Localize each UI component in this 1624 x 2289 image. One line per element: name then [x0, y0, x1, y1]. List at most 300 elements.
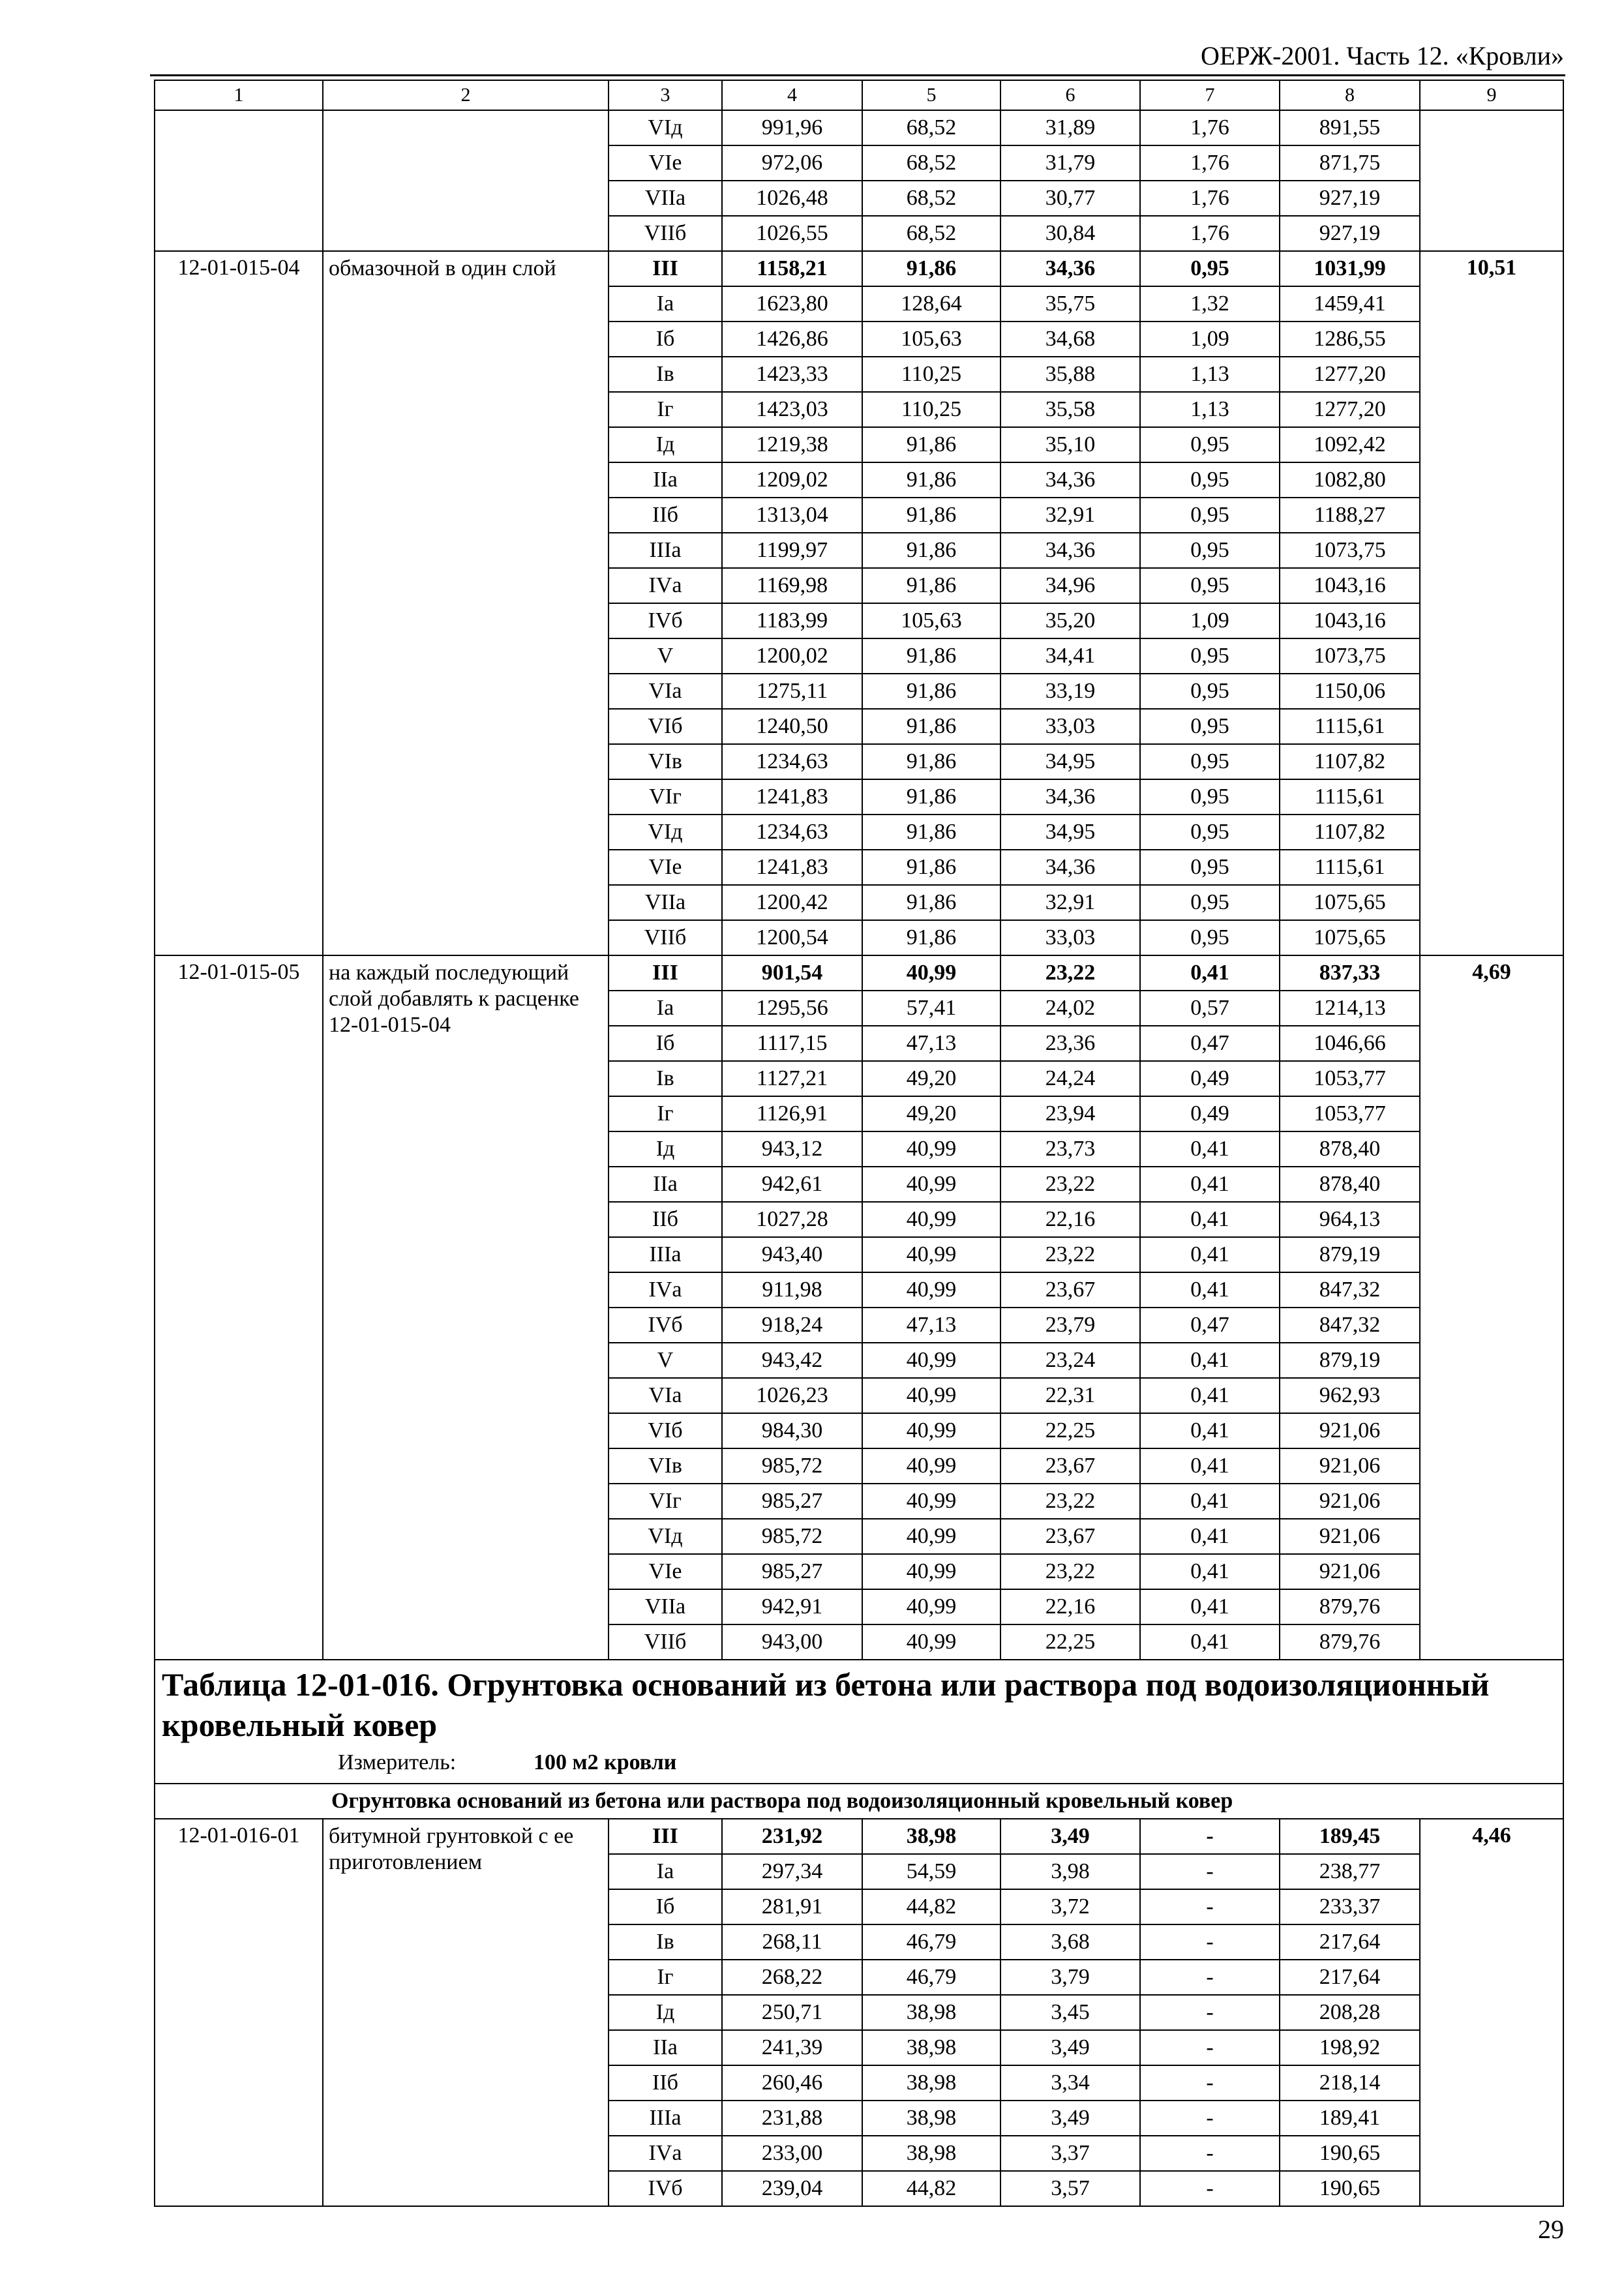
value-cell: 1127,21	[722, 1061, 862, 1096]
value-cell: 921,06	[1280, 1413, 1420, 1448]
value-cell: 1,76	[1140, 181, 1280, 216]
value-cell: 22,16	[1000, 1202, 1140, 1237]
measure-value: 100 м2 кровли	[534, 1750, 677, 1774]
value-cell: 942,91	[722, 1589, 862, 1624]
value-cell: 1031,99	[1280, 251, 1420, 286]
value-cell: 40,99	[862, 1131, 1000, 1167]
value-cell: 0,57	[1140, 991, 1280, 1026]
value-cell: 943,42	[722, 1343, 862, 1378]
region-cell: Iг	[609, 1096, 722, 1131]
value-cell: 1073,75	[1280, 638, 1420, 674]
rate-description: на каждый последующий слой добавлять к расценке 12-01-015-04	[323, 955, 609, 1660]
value-cell: 1277,20	[1280, 392, 1420, 427]
value-cell: 1126,91	[722, 1096, 862, 1131]
value-cell: 0,41	[1140, 1202, 1280, 1237]
value-cell: 231,88	[722, 2101, 862, 2136]
column-number: 7	[1140, 80, 1280, 110]
value-cell: 0,41	[1140, 1448, 1280, 1484]
value-cell: 239,04	[722, 2171, 862, 2206]
region-cell: IVб	[609, 2171, 722, 2206]
value-cell: 40,99	[862, 1448, 1000, 1484]
value-cell: 943,12	[722, 1131, 862, 1167]
value-cell: 110,25	[862, 392, 1000, 427]
column-number: 4	[722, 80, 862, 110]
page-number: 29	[1538, 2215, 1564, 2244]
value-cell: 218,14	[1280, 2065, 1420, 2101]
value-cell: 0,49	[1140, 1096, 1280, 1131]
value-cell: 23,36	[1000, 1026, 1140, 1061]
value-cell: 30,77	[1000, 181, 1140, 216]
value-cell: 40,99	[862, 1378, 1000, 1413]
value-cell: 23,24	[1000, 1343, 1140, 1378]
value-cell: 1,76	[1140, 145, 1280, 181]
value-cell: 128,64	[862, 286, 1000, 322]
value-cell: 40,99	[862, 1167, 1000, 1202]
value-cell: 1240,50	[722, 709, 862, 744]
value-cell: 3,68	[1000, 1924, 1140, 1960]
region-cell: Iг	[609, 1960, 722, 1995]
value-cell: 0,95	[1140, 850, 1280, 885]
region-cell: VIе	[609, 145, 722, 181]
value-cell: 35,10	[1000, 427, 1140, 462]
column-number: 9	[1420, 80, 1563, 110]
value-cell: 91,86	[862, 674, 1000, 709]
value-cell: 964,13	[1280, 1202, 1420, 1237]
value-cell: 33,19	[1000, 674, 1140, 709]
value-cell: 49,20	[862, 1096, 1000, 1131]
value-cell: 1459,41	[1280, 286, 1420, 322]
value-cell: 1150,06	[1280, 674, 1420, 709]
value-cell: 91,86	[862, 568, 1000, 603]
region-cell: IIб	[609, 498, 722, 533]
value-cell: 91,86	[862, 251, 1000, 286]
value-cell: 34,36	[1000, 779, 1140, 815]
value-cell: 891,55	[1280, 110, 1420, 145]
value-cell: 0,47	[1140, 1308, 1280, 1343]
value-cell: 38,98	[862, 1819, 1000, 1854]
value-cell: 35,20	[1000, 603, 1140, 638]
value-cell: 985,72	[722, 1519, 862, 1554]
value-cell: 1115,61	[1280, 850, 1420, 885]
value-cell: 241,39	[722, 2030, 862, 2065]
value-cell: 198,92	[1280, 2030, 1420, 2065]
column-number-row	[155, 80, 1563, 110]
value-cell: 1117,15	[722, 1026, 862, 1061]
region-cell: VIг	[609, 779, 722, 815]
value-cell: 34,95	[1000, 815, 1140, 850]
region-cell: VIIа	[609, 181, 722, 216]
value-cell: 40,99	[862, 1589, 1000, 1624]
value-cell: 879,19	[1280, 1343, 1420, 1378]
value-cell: 1075,65	[1280, 885, 1420, 920]
value-cell: 0,49	[1140, 1061, 1280, 1096]
region-cell: III	[609, 955, 722, 991]
labor-total	[1420, 110, 1563, 251]
value-cell: 38,98	[862, 1995, 1000, 2030]
region-cell: IIб	[609, 2065, 722, 2101]
value-cell: 1241,83	[722, 779, 862, 815]
value-cell: 208,28	[1280, 1995, 1420, 2030]
value-cell: 3,49	[1000, 2030, 1140, 2065]
region-cell: IVа	[609, 1272, 722, 1308]
value-cell: 1075,65	[1280, 920, 1420, 955]
value-cell: 878,40	[1280, 1167, 1420, 1202]
value-cell: 879,19	[1280, 1237, 1420, 1272]
value-cell: 0,95	[1140, 638, 1280, 674]
value-cell: -	[1140, 1889, 1280, 1924]
value-cell: 0,41	[1140, 1519, 1280, 1554]
value-cell: 0,95	[1140, 885, 1280, 920]
value-cell: -	[1140, 1819, 1280, 1854]
value-cell: 40,99	[862, 1413, 1000, 1448]
value-cell: 921,06	[1280, 1519, 1420, 1554]
value-cell: 68,52	[862, 110, 1000, 145]
value-cell: 984,30	[722, 1413, 862, 1448]
region-cell: Iв	[609, 357, 722, 392]
value-cell: 297,34	[722, 1854, 862, 1889]
value-cell: 105,63	[862, 603, 1000, 638]
value-cell: 0,41	[1140, 1237, 1280, 1272]
region-cell: III	[609, 251, 722, 286]
column-number: 8	[1280, 80, 1420, 110]
value-cell: 1423,03	[722, 392, 862, 427]
value-cell: 38,98	[862, 2030, 1000, 2065]
value-cell: 985,27	[722, 1554, 862, 1589]
value-cell: 47,13	[862, 1026, 1000, 1061]
value-cell: 927,19	[1280, 216, 1420, 251]
value-cell: 1053,77	[1280, 1061, 1420, 1096]
value-cell: 1234,63	[722, 744, 862, 779]
rate-code: 12-01-015-05	[155, 955, 323, 1660]
value-cell: 0,95	[1140, 533, 1280, 568]
value-cell: 91,86	[862, 462, 1000, 498]
subheading-row	[155, 1784, 1563, 1819]
value-cell: 91,86	[862, 920, 1000, 955]
value-cell: 1313,04	[722, 498, 862, 533]
value-cell: 91,86	[862, 815, 1000, 850]
value-cell: 1,13	[1140, 357, 1280, 392]
value-cell: 943,00	[722, 1624, 862, 1660]
value-cell: -	[1140, 2030, 1280, 2065]
value-cell: 68,52	[862, 145, 1000, 181]
value-cell: -	[1140, 1854, 1280, 1889]
value-cell: 217,64	[1280, 1960, 1420, 1995]
rate-code: 12-01-015-04	[155, 251, 323, 955]
value-cell: 1623,80	[722, 286, 862, 322]
value-cell: 0,41	[1140, 1343, 1280, 1378]
value-cell: 190,65	[1280, 2136, 1420, 2171]
value-cell: 921,06	[1280, 1554, 1420, 1589]
value-cell: 233,37	[1280, 1889, 1420, 1924]
value-cell: 985,72	[722, 1448, 862, 1484]
value-cell: 942,61	[722, 1167, 862, 1202]
region-cell: VIIа	[609, 885, 722, 920]
value-cell: 0,41	[1140, 955, 1280, 991]
value-cell: 23,67	[1000, 1448, 1140, 1484]
value-cell: 0,41	[1140, 1624, 1280, 1660]
value-cell: 0,47	[1140, 1026, 1280, 1061]
value-cell: 1043,16	[1280, 568, 1420, 603]
section-measure	[162, 1745, 1556, 1783]
column-number: 6	[1000, 80, 1140, 110]
value-cell: 23,22	[1000, 955, 1140, 991]
value-cell: 1423,33	[722, 357, 862, 392]
value-cell: 54,59	[862, 1854, 1000, 1889]
value-cell: 34,96	[1000, 568, 1140, 603]
labor-total: 4,69	[1420, 955, 1563, 1660]
region-cell: Iв	[609, 1061, 722, 1096]
value-cell: 24,02	[1000, 991, 1140, 1026]
labor-total: 4,46	[1420, 1819, 1563, 2206]
region-cell: Iа	[609, 991, 722, 1026]
value-cell: 1,32	[1140, 286, 1280, 322]
region-cell: VIIа	[609, 1589, 722, 1624]
value-cell: 31,79	[1000, 145, 1140, 181]
value-cell: 1073,75	[1280, 533, 1420, 568]
value-cell: 911,98	[722, 1272, 862, 1308]
value-cell: 190,65	[1280, 2171, 1420, 2206]
value-cell: 23,67	[1000, 1519, 1140, 1554]
region-cell: VIд	[609, 1519, 722, 1554]
value-cell: 33,03	[1000, 920, 1140, 955]
value-cell: 918,24	[722, 1308, 862, 1343]
value-cell: 238,77	[1280, 1854, 1420, 1889]
value-cell: 3,98	[1000, 1854, 1140, 1889]
value-cell: -	[1140, 1960, 1280, 1995]
value-cell: 23,73	[1000, 1131, 1140, 1167]
table-row	[155, 251, 1563, 286]
value-cell: 3,49	[1000, 1819, 1140, 1854]
value-cell: 38,98	[862, 2101, 1000, 2136]
value-cell: -	[1140, 1995, 1280, 2030]
region-cell: Iв	[609, 1924, 722, 1960]
value-cell: 233,00	[722, 2136, 862, 2171]
value-cell: 1,76	[1140, 110, 1280, 145]
region-cell: Iа	[609, 286, 722, 322]
value-cell: 1046,66	[1280, 1026, 1420, 1061]
value-cell: 1426,86	[722, 322, 862, 357]
value-cell: 38,98	[862, 2065, 1000, 2101]
value-cell: 34,41	[1000, 638, 1140, 674]
value-cell: 23,22	[1000, 1484, 1140, 1519]
value-cell: 34,36	[1000, 462, 1140, 498]
value-cell: 1082,80	[1280, 462, 1420, 498]
value-cell: 1026,48	[722, 181, 862, 216]
value-cell: 871,75	[1280, 145, 1420, 181]
value-cell: 1286,55	[1280, 322, 1420, 357]
table-row	[155, 955, 1563, 991]
header-rule	[150, 74, 1565, 76]
value-cell: 847,32	[1280, 1272, 1420, 1308]
region-cell: VIIб	[609, 1624, 722, 1660]
value-cell: 23,22	[1000, 1554, 1140, 1589]
value-cell: 40,99	[862, 1272, 1000, 1308]
table-row	[155, 110, 1563, 145]
value-cell: 879,76	[1280, 1589, 1420, 1624]
region-cell: VIIб	[609, 920, 722, 955]
value-cell: 1115,61	[1280, 709, 1420, 744]
region-cell: IIIа	[609, 533, 722, 568]
subheading: Огрунтовка оснований из бетона или раствора под водоизоляционный кровельный ковер	[155, 1784, 1563, 1819]
value-cell: 0,95	[1140, 709, 1280, 744]
value-cell: 22,25	[1000, 1624, 1140, 1660]
value-cell: 23,79	[1000, 1308, 1140, 1343]
value-cell: 1092,42	[1280, 427, 1420, 462]
value-cell: 23,22	[1000, 1237, 1140, 1272]
value-cell: 35,75	[1000, 286, 1140, 322]
labor-total: 10,51	[1420, 251, 1563, 955]
region-cell: VIе	[609, 850, 722, 885]
value-cell: 49,20	[862, 1061, 1000, 1096]
value-cell: 921,06	[1280, 1484, 1420, 1519]
region-cell: VIа	[609, 1378, 722, 1413]
region-cell: Iб	[609, 1889, 722, 1924]
value-cell: 0,95	[1140, 568, 1280, 603]
value-cell: 1,09	[1140, 322, 1280, 357]
region-cell: VIв	[609, 1448, 722, 1484]
region-cell: VIе	[609, 1554, 722, 1589]
value-cell: 1200,42	[722, 885, 862, 920]
value-cell: 921,06	[1280, 1448, 1420, 1484]
value-cell: 1188,27	[1280, 498, 1420, 533]
region-cell: Iд	[609, 1131, 722, 1167]
value-cell: 91,86	[862, 533, 1000, 568]
value-cell: 901,54	[722, 955, 862, 991]
value-cell: 1200,54	[722, 920, 862, 955]
region-cell: IVа	[609, 2136, 722, 2171]
region-cell: IIа	[609, 1167, 722, 1202]
value-cell: 991,96	[722, 110, 862, 145]
value-cell: 0,95	[1140, 462, 1280, 498]
value-cell: 0,41	[1140, 1378, 1280, 1413]
value-cell: 91,86	[862, 638, 1000, 674]
value-cell: 44,82	[862, 2171, 1000, 2206]
value-cell: 847,32	[1280, 1308, 1420, 1343]
value-cell: 1027,28	[722, 1202, 862, 1237]
region-cell: VIIб	[609, 216, 722, 251]
rate-description: обмазочной в один слой	[323, 251, 609, 955]
value-cell: 68,52	[862, 216, 1000, 251]
value-cell: 44,82	[862, 1889, 1000, 1924]
value-cell: 1200,02	[722, 638, 862, 674]
value-cell: 3,34	[1000, 2065, 1140, 2101]
region-cell: VIб	[609, 709, 722, 744]
value-cell: 34,68	[1000, 322, 1140, 357]
value-cell: 985,27	[722, 1484, 862, 1519]
region-cell: Iд	[609, 427, 722, 462]
value-cell: 91,86	[862, 744, 1000, 779]
value-cell: 1169,98	[722, 568, 862, 603]
value-cell: 1209,02	[722, 462, 862, 498]
column-number: 5	[862, 80, 1000, 110]
value-cell: 1295,56	[722, 991, 862, 1026]
table-row	[155, 1819, 1563, 1854]
value-cell: 91,86	[862, 850, 1000, 885]
section-heading	[155, 1660, 1563, 1784]
value-cell: 3,37	[1000, 2136, 1140, 2171]
value-cell: 189,45	[1280, 1819, 1420, 1854]
value-cell: 40,99	[862, 1484, 1000, 1519]
value-cell: 1026,23	[722, 1378, 862, 1413]
region-cell: VIа	[609, 674, 722, 709]
value-cell: 91,86	[862, 885, 1000, 920]
value-cell: 0,41	[1140, 1413, 1280, 1448]
value-cell: 110,25	[862, 357, 1000, 392]
value-cell: 34,95	[1000, 744, 1140, 779]
region-cell: IVб	[609, 1308, 722, 1343]
region-cell: VIд	[609, 815, 722, 850]
value-cell: 268,11	[722, 1924, 862, 1960]
value-cell: 34,36	[1000, 251, 1140, 286]
value-cell: 250,71	[722, 1995, 862, 2030]
value-cell: 31,89	[1000, 110, 1140, 145]
value-cell: 35,58	[1000, 392, 1140, 427]
value-cell: 91,86	[862, 779, 1000, 815]
value-cell: 46,79	[862, 1960, 1000, 1995]
column-number: 1	[155, 80, 323, 110]
value-cell: 231,92	[722, 1819, 862, 1854]
rate-description: битумной грунтовкой с ее приготовлением	[323, 1819, 609, 2206]
value-cell: 0,41	[1140, 1589, 1280, 1624]
value-cell: 1234,63	[722, 815, 862, 850]
value-cell: 34,36	[1000, 850, 1140, 885]
value-cell: 972,06	[722, 145, 862, 181]
page-header: ОЕРЖ-2001. Часть 12. «Кровли»	[1201, 41, 1564, 70]
value-cell: 23,67	[1000, 1272, 1140, 1308]
value-cell: 3,72	[1000, 1889, 1140, 1924]
region-cell: Iб	[609, 1026, 722, 1061]
value-cell: 3,49	[1000, 2101, 1140, 2136]
value-cell: 23,22	[1000, 1167, 1140, 1202]
region-cell: IIа	[609, 2030, 722, 2065]
value-cell: 91,86	[862, 498, 1000, 533]
value-cell: 40,99	[862, 1202, 1000, 1237]
value-cell: 40,99	[862, 1624, 1000, 1660]
value-cell: 0,95	[1140, 427, 1280, 462]
region-cell: IVа	[609, 568, 722, 603]
value-cell: 189,41	[1280, 2101, 1420, 2136]
value-cell: 1026,55	[722, 216, 862, 251]
value-cell: 0,41	[1140, 1554, 1280, 1589]
rates-table	[154, 80, 1564, 2207]
section-title: Таблица 12-01-016. Огрунтовка оснований из бетона или раствора под водоизоляционный кровельный ковер	[162, 1666, 1490, 1743]
region-cell: Iг	[609, 392, 722, 427]
region-cell: VIв	[609, 744, 722, 779]
region-cell: V	[609, 638, 722, 674]
column-number: 2	[323, 80, 609, 110]
value-cell: 47,13	[862, 1308, 1000, 1343]
table-body	[155, 80, 1563, 2206]
value-cell: 1043,16	[1280, 603, 1420, 638]
value-cell: 33,03	[1000, 709, 1140, 744]
measure-label: Измеритель:	[338, 1750, 457, 1774]
value-cell: -	[1140, 1924, 1280, 1960]
section-row	[155, 1660, 1563, 1784]
value-cell: 260,46	[722, 2065, 862, 2101]
value-cell: 1219,38	[722, 427, 862, 462]
value-cell: 0,41	[1140, 1167, 1280, 1202]
value-cell: 0,95	[1140, 498, 1280, 533]
rate-code: 12-01-016-01	[155, 1819, 323, 2206]
value-cell: 1275,11	[722, 674, 862, 709]
region-cell: IIIа	[609, 1237, 722, 1272]
value-cell: 1115,61	[1280, 779, 1420, 815]
value-cell: 3,57	[1000, 2171, 1140, 2206]
value-cell: 217,64	[1280, 1924, 1420, 1960]
value-cell: 268,22	[722, 1960, 862, 1995]
value-cell: 879,76	[1280, 1624, 1420, 1660]
value-cell: 837,33	[1280, 955, 1420, 991]
